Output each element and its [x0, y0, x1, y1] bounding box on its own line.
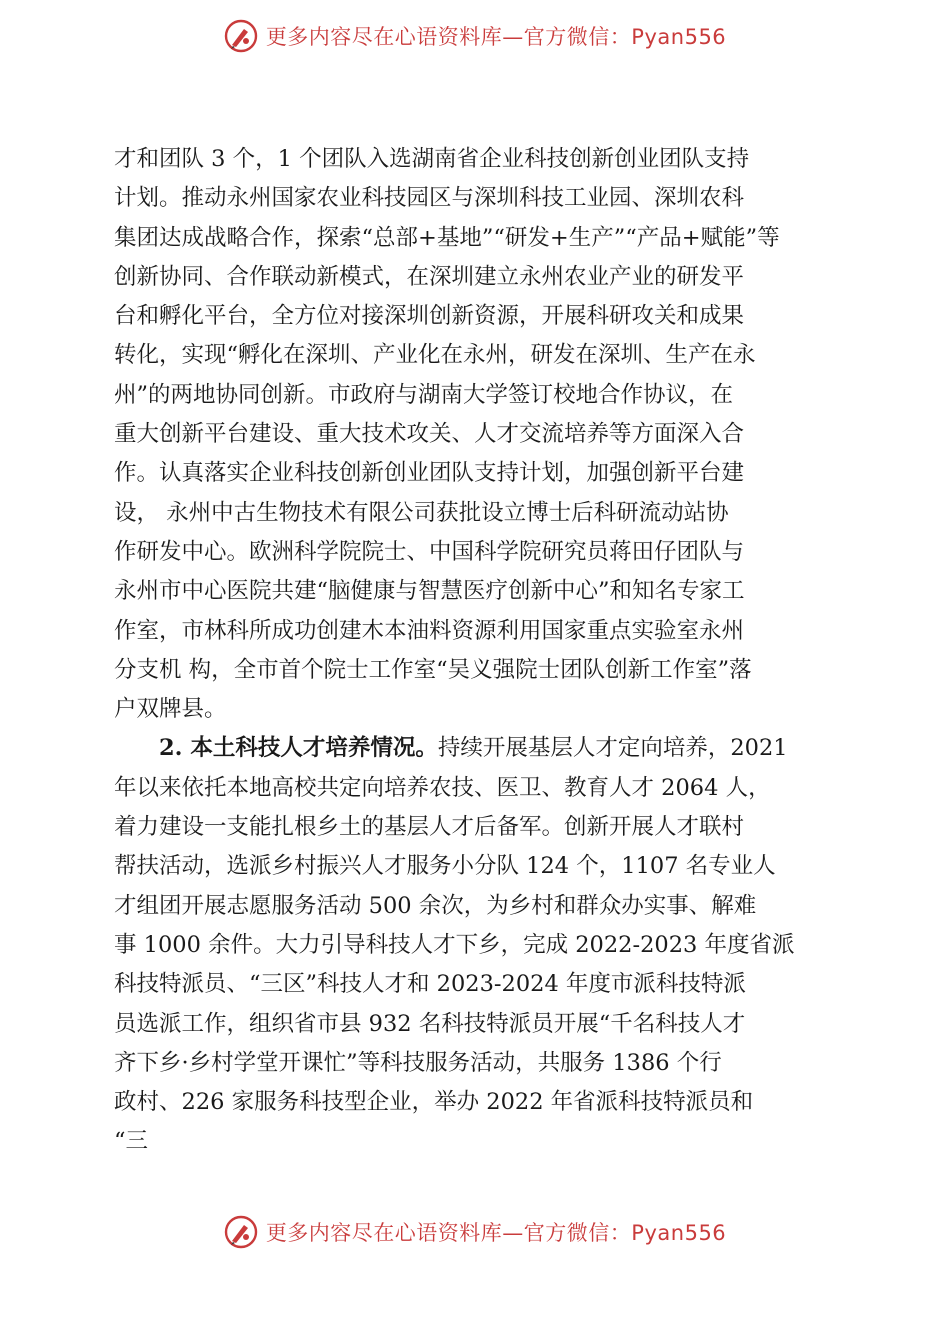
text-line: 设， 永州中古生物技术有限公司获批设立博士后科研流动站协 — [114, 499, 729, 526]
pen-logo-icon — [224, 19, 258, 53]
text-line: 齐下乡·乡村学堂开课忙”等科技服务活动，共服务 1386 个行 — [114, 1049, 722, 1076]
text-line: 着力建设一支能扎根乡土的基层人才后备军。创新开展人才联村 — [114, 814, 745, 841]
text-line: 帮扶活动，选派乡村振兴人才服务小分队 124 个，1107 名专业人 — [114, 853, 776, 880]
document-body — [114, 140, 842, 1162]
section-heading-line — [114, 729, 842, 768]
text-line: 才组团开展志愿服务活动 500 余次，为乡村和群众办实事、解难 — [114, 892, 757, 919]
text-line: 集团达成战略合作，探索“总部+基地”“研发+生产”“产品+赋能”等 — [114, 224, 780, 251]
text-line: 政村、226 家服务科技型企业，举办 2022 年省派科技特派员和 — [114, 1089, 754, 1116]
watermark-text: 更多内容尽在心语资料库—官方微信：Pyan556 — [265, 25, 727, 49]
text-line: 事 1000 余件。大力引导科技人才下乡，完成 2022-2023 年度省派 — [114, 931, 795, 958]
text-line: 科技特派员、“三区”科技人才和 2023-2024 年度市派科技特派 — [114, 971, 746, 998]
text-line: 计划。推动永州国家农业科技园区与深圳科技工业园、深圳农科 — [114, 185, 745, 212]
text-line: 作室，市林科所成功创建木本油料资源利用国家重点实验室永州 — [114, 617, 745, 644]
text-line: “三 — [114, 1128, 149, 1155]
section-heading-rest: 持续开展基层人才定向培养，2021 — [437, 735, 788, 762]
text-line: 分支机 构，全市首个院士工作室“吴义强院士团队创新工作室”落 — [114, 656, 752, 683]
watermark-banner-bottom — [0, 1212, 950, 1252]
text-line: 台和孵化平台，全方位对接深圳创新资源，开展科研攻关和成果 — [114, 303, 745, 330]
text-line: 作研发中心。欧洲科学院院士、中国科学院研究员蒋田仔团队与 — [114, 538, 745, 565]
section-heading: 2. 本土科技人才培养情况。 — [159, 735, 438, 762]
text-line: 才和团队 3 个，1 个团队入选湖南省企业科技创新创业团队支持 — [114, 146, 750, 172]
text-line: 员选派工作，组织省市县 932 名科技特派员开展“千名科技人才 — [114, 1010, 746, 1037]
text-line: 重大创新平台建设、重大技术攻关、人才交流培养等方面深入合 — [114, 421, 745, 448]
pen-logo-icon — [224, 1215, 258, 1249]
text-line: 创新协同、合作联动新模式，在深圳建立永州农业产业的研发平 — [114, 263, 745, 290]
text-line: 州”的两地协同创新。市政府与湖南大学签订校地合作协议，在 — [114, 381, 734, 408]
watermark-banner-top — [0, 16, 950, 56]
text-line: 作。认真落实企业科技创新创业团队支持计划，加强创新平台建 — [114, 460, 745, 487]
text-line: 年以来依托本地高校共定向培养农技、医卫、教育人才 2064 人， — [114, 774, 771, 801]
text-line: 户双牌县。 — [114, 696, 227, 723]
watermark-text: 更多内容尽在心语资料库—官方微信：Pyan556 — [265, 1221, 727, 1245]
text-line: 永州市中心医院共建“脑健康与智慧医疗创新中心”和知名专家工 — [114, 578, 745, 605]
text-line: 转化，实现“孵化在深圳、产业化在永州，研发在深圳、生产在永 — [114, 342, 756, 369]
